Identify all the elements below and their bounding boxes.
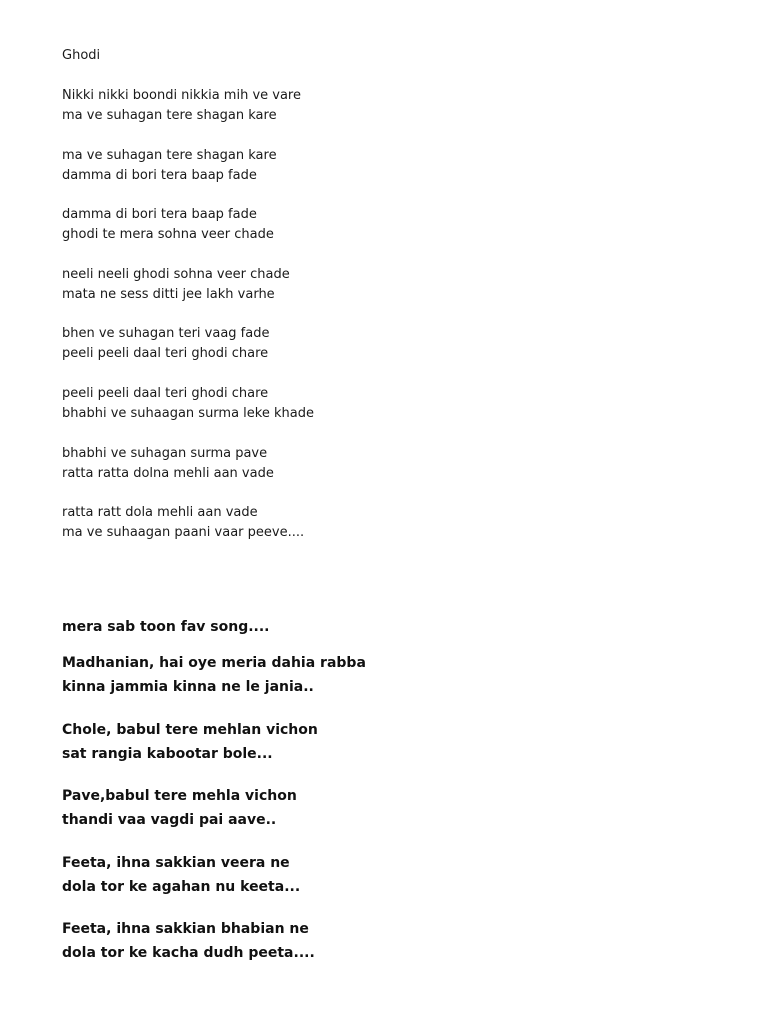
verse-line: Chole, babul tere mehlan vichon: [62, 721, 318, 738]
verse-line: ma ve suhagan tere shagan kare: [62, 147, 277, 163]
stanza: [62, 146, 702, 186]
stanza: [62, 444, 702, 484]
verse-line: ratta ratt dola mehli aan vade: [62, 505, 258, 521]
verse-line: neeli neeli ghodi sohna veer chade: [62, 266, 290, 282]
verse-line: bhen ve suhagan teri vaag fade: [62, 326, 270, 342]
verse-line: damma di bori tera baap fade: [62, 207, 257, 223]
verse-line: damma di bori tera baap fade: [62, 167, 257, 183]
stanza: [62, 384, 702, 424]
poem-section-fav-song: [62, 615, 702, 984]
stanza: [62, 851, 702, 899]
stanza: [62, 324, 702, 364]
document-title: Ghodi: [62, 48, 101, 63]
verse-line: ratta ratta dolna mehli aan vade: [62, 465, 274, 481]
stanza: [62, 651, 702, 699]
verse-line: peeli peeli daal teri ghodi chare: [62, 385, 269, 401]
verse-line: bhabhi ve suhagan surma pave: [62, 445, 268, 461]
verse-line: Feeta, ihna sakkian veera ne: [62, 854, 290, 871]
stanza: [62, 784, 702, 832]
stanza: [62, 503, 702, 543]
verse-line: ma ve suhagan tere shagan kare: [62, 108, 277, 123]
verse-line: kinna jammia kinna ne le jania..: [62, 679, 314, 695]
verse-line: peeli peeli daal teri ghodi chare: [62, 346, 269, 362]
verse-line: Madhanian, hai oye meria dahia rabba: [62, 655, 366, 671]
stanza: [62, 205, 702, 245]
verse-line: bhabhi ve suhaagan surma leke khade: [62, 405, 314, 421]
stanza: [62, 718, 702, 766]
verse-line: Feeta, ihna sakkian bhabian ne: [62, 921, 309, 937]
verse-line: Pave,babul tere mehla vichon: [62, 788, 297, 804]
verse-line: dola tor ke agahan nu keeta...: [62, 878, 301, 895]
poem-section-ghodi: [62, 86, 702, 563]
stanza: [62, 265, 702, 305]
stanza: [62, 917, 702, 965]
verse-line: Nikki nikki boondi nikkia mih ve vare: [62, 88, 301, 103]
verse-line: sat rangia kabootar bole...: [62, 745, 273, 762]
verse-line: mata ne sess ditti jee lakh varhe: [62, 286, 275, 302]
verse-line: ghodi te mera sohna veer chade: [62, 227, 274, 243]
verse-line: ma ve suhaagan paani vaar peeve....: [62, 525, 305, 541]
stanza: [62, 86, 702, 126]
verse-line: thandi vaa vagdi pai aave..: [62, 812, 277, 828]
section-heading: mera sab toon fav song....: [62, 619, 270, 635]
verse-line: dola tor ke kacha dudh peeta....: [62, 945, 315, 961]
